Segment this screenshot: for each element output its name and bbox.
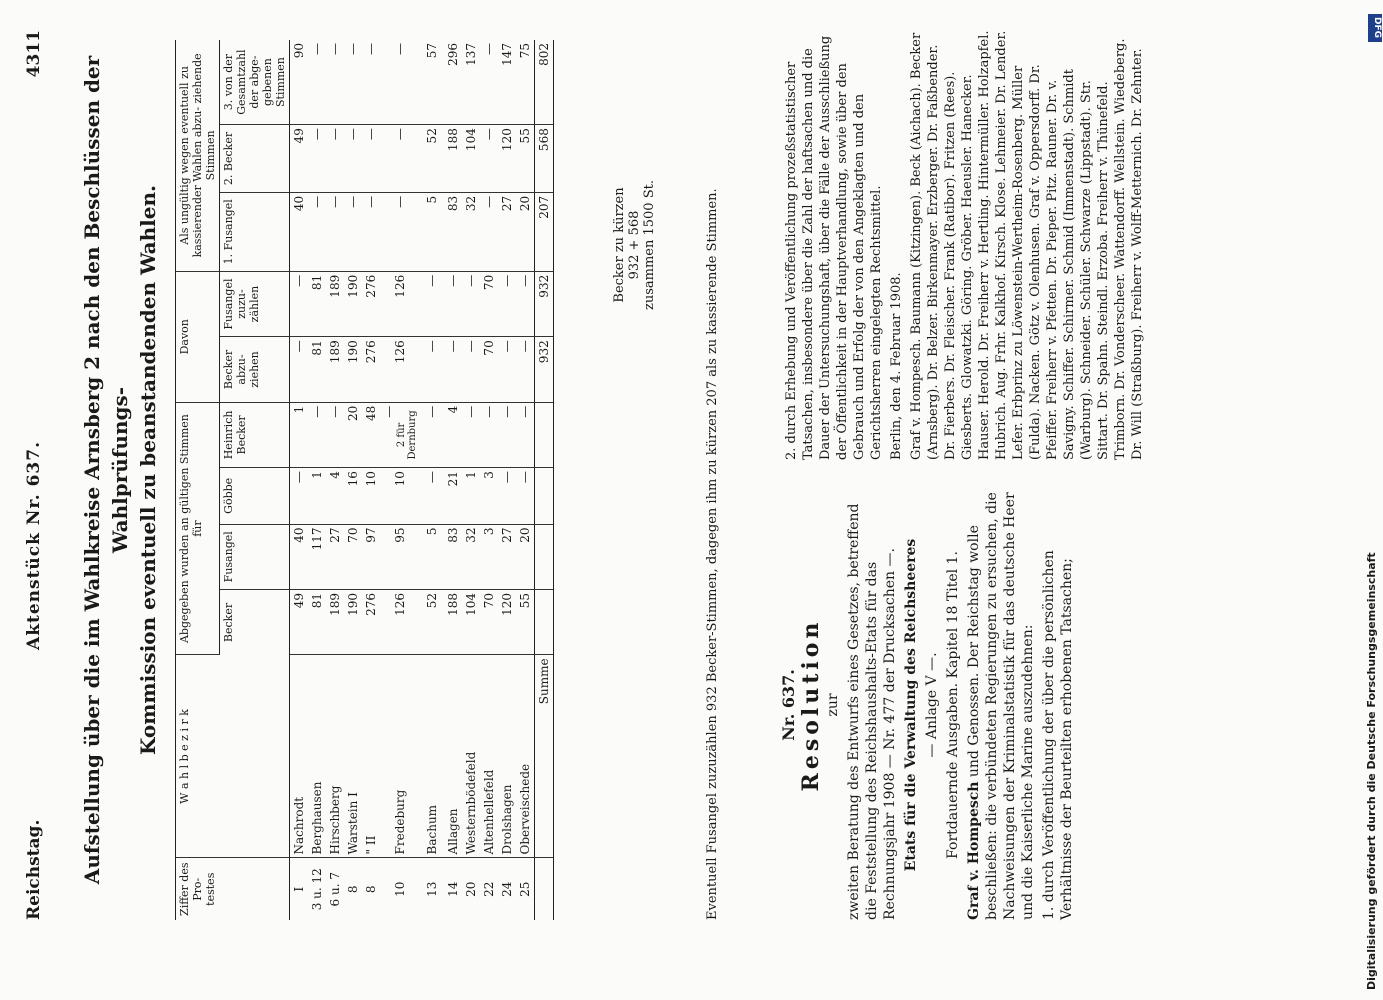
cell-u2: 120 xyxy=(498,125,516,193)
resolution-intro: zweiten Beratung des Entwurfs eines Gesetzes, betreffend die Feststellung des Reichshaushalts-Etats für das Rechnungsjahr 1908 — Nr. 477 der Drucksachen —. xyxy=(846,503,898,920)
cell-becker: 55 xyxy=(516,590,535,655)
cell-nr: 6 u. 7 xyxy=(328,872,342,907)
cell-u1: — xyxy=(308,192,326,271)
cell-becker: 189 xyxy=(326,590,344,655)
cell-nr: 8 xyxy=(346,885,360,894)
cell-u3: 75 xyxy=(516,40,535,125)
resolution-signers: Graf v. Hompesch. Baumann (Kitzingen). Beck (Aichach). Becker (Arnsberg). Dr. Belzer. Birkenmayer. Erzberger. Dr. Faßbender. Dr. Fierbers. Dr. Fleischer. Frank (Ratibor). Fritzen (Rees). Giesberts. Glowatzki. Göring. Gröber. Haeusler. Hanecker. Hauser. Herold. Dr. Freiherr v. Hertling. Hintermüller. Holzapfel. Hubrich. Aug. Frhr. Kalkhof. Kirsch. Klose. Lehmeier. Dr. Lender. Lefer. Erbprinz zu Löwenstein-Wertheim-Rosenberg. Müller (Fulda). Nacken. Götz v. Olenhusen. Graf v. Oppersdorff. Dr. Pfeiffer. Freiherr v. Pfetten. Dr. Pieper. Pitz. Rauner. Dr. v. Savigny. Schiffer. Schirmer. Schmid (Immenstadt). Schmidt (Warburg). Schneider. Schüler. Schwarze (Lippstadt). Str. Sittart. Dr. Spahn. Steindl. Erzoba. Freiherr v. Thünefeld. Trimborn. Dr. Vonderscheer. Wattendorff. Wellstein. Wiedeberg. Dr. Will (Straßburg). Freiherr v. Wolff-Metternich. Dr. Zehnter. xyxy=(909,30,1145,460)
cell-becker: 126 xyxy=(380,590,420,655)
cell-u1: — xyxy=(344,192,362,271)
cell-ab: — xyxy=(444,337,462,402)
cell-ab: — xyxy=(516,337,535,402)
cell-nr: 22 xyxy=(482,881,496,897)
dfg-logo: DFG xyxy=(1368,14,1382,42)
table-row xyxy=(498,40,516,920)
sum-empty xyxy=(535,402,554,467)
sum-zu: 932 xyxy=(535,271,554,337)
cell-goebbe: 1 xyxy=(462,468,480,524)
cell-becker: 120 xyxy=(498,590,516,655)
cell-nr: 25 xyxy=(518,881,532,897)
cell-u3: — xyxy=(326,40,344,125)
resolution-body xyxy=(965,490,1037,920)
table-row xyxy=(308,40,326,920)
page-number: 4311 xyxy=(24,30,44,78)
cell-goebbe: 1 xyxy=(308,468,326,524)
cell-u1: 20 xyxy=(516,192,535,271)
cell-fusangel: 27 xyxy=(326,524,344,590)
sum-u2: 568 xyxy=(535,125,554,193)
resolution-item-2: 2. durch Erhebung und Veröffentlichung prozeßstatistischer Tatsachen, insbesondere über die Zahl der haftsachen und die Dauer der Untersuchungshaft, über die Fälle der Ausschließung der Öffentlichkeit in der Hauptverhandlung, sowie über den Gebrauch und Erfolg der von den Angeklagten und den Gerichtsherren eingelegten Rechtsmittel. xyxy=(784,35,884,460)
cell-u3: — xyxy=(344,40,362,125)
cell-ab: 276 xyxy=(362,337,380,402)
cell-goebbe: 21 xyxy=(444,468,462,524)
cell-zu: 276 xyxy=(362,271,380,337)
cell-u2: 49 xyxy=(290,125,309,193)
table-row xyxy=(420,40,444,920)
cell-fusangel: 95 xyxy=(380,524,420,590)
cell-fusangel: 117 xyxy=(308,524,326,590)
sum-empty xyxy=(535,524,554,590)
sum-u1: 207 xyxy=(535,192,554,271)
sum-empty xyxy=(535,858,554,920)
cell-heinrich: 4 xyxy=(444,402,462,467)
cell-heinrich: 20 xyxy=(344,402,362,467)
col-fusangel-zu: Fusangel zuzu- zählen xyxy=(220,271,290,337)
cell-u3: 90 xyxy=(290,40,309,125)
cell-name: Allagen xyxy=(444,655,462,858)
cell-name: Berghausen xyxy=(308,655,326,858)
cell-heinrich: — xyxy=(498,402,516,467)
resolution-item-1: 1. durch Veröffentlichung der über die persönlichen Verhältnisse der Beurteilten erhobenen Tatsachen; xyxy=(1041,550,1075,920)
cell-becker: 52 xyxy=(420,590,444,655)
resolution-title: Resolution xyxy=(798,618,824,792)
cell-fusangel: 83 xyxy=(444,524,462,590)
cell-heinrich: — xyxy=(326,402,344,467)
cell-u3: 57 xyxy=(420,40,444,125)
cell-ab: — xyxy=(498,337,516,402)
cell-ab: 190 xyxy=(344,337,362,402)
cell-ab: 81 xyxy=(308,337,326,402)
footnote: Eventuell Fusangel zuzuzählen 932 Becker-Stimmen, dagegen ihm zu kürzen 207 als zu kassierende Stimmen. xyxy=(705,188,720,920)
cell-u2: 55 xyxy=(516,125,535,193)
cell-nr: I xyxy=(292,886,306,892)
cell-nr: 13 xyxy=(425,881,439,897)
col-u2: 2. Becker xyxy=(220,125,290,193)
cell-name: Oberveischede xyxy=(516,655,535,858)
cell-zu: 70 xyxy=(480,271,498,337)
cell-u3: 296 xyxy=(444,40,462,125)
resolution-number: Nr. 637. xyxy=(779,669,798,741)
table-row xyxy=(516,40,535,920)
cell-heinrich: — 2 für Dernburg xyxy=(380,402,420,467)
cell-fusangel: 70 xyxy=(344,524,362,590)
table-row xyxy=(344,40,362,920)
cell-goebbe: — xyxy=(516,468,535,524)
cell-nr: 14 xyxy=(446,881,460,897)
col-goebbe: Göbbe xyxy=(220,468,290,524)
resolution-zur: zur xyxy=(825,693,841,717)
table-row xyxy=(290,40,309,920)
cell-name: Warstein I xyxy=(344,655,362,858)
cell-zu: — xyxy=(420,271,444,337)
col-fusangel: Fusangel xyxy=(220,524,290,590)
cell-zu: 126 xyxy=(380,271,420,337)
resolution-left-column xyxy=(780,490,1079,920)
table-row xyxy=(480,40,498,920)
sum-u3: 802 xyxy=(535,40,554,125)
resolution-date: Berlin, den 4. Februar 1908. xyxy=(889,272,904,460)
cell-ab: 70 xyxy=(480,337,498,402)
cell-u2: — xyxy=(480,125,498,193)
resolution-body-text: und Genossen. Der Reichstag wolle beschließen: die verbündeten Regierungen zu ersuchen, die Nachweisungen der Kriminalstatistik für das deutsche Heer und die Kaiserliche Marine auszudehnen: xyxy=(966,492,1036,920)
cell-name: Hirschberg xyxy=(326,655,344,858)
cell-nr: 10 xyxy=(393,881,407,897)
cell-u1: 5 xyxy=(420,192,444,271)
calc-line-1: Becker zu kürzen xyxy=(612,187,627,303)
cell-fusangel: 97 xyxy=(362,524,380,590)
cell-nr: 24 xyxy=(500,881,514,897)
cell-nr: 8 xyxy=(364,885,378,894)
funding-text: Digitalisierung gefördert durch die Deutsche Forschungsgemeinschaft xyxy=(1365,552,1378,990)
cell-nr: 3 u. 12 xyxy=(310,868,324,911)
cell-u1: — xyxy=(480,192,498,271)
cell-becker: 188 xyxy=(444,590,462,655)
sum-row xyxy=(535,40,554,920)
cell-u3: — xyxy=(480,40,498,125)
resolution-right-column xyxy=(780,30,1149,460)
col-heinrich: Heinrich Becker xyxy=(220,402,290,467)
cell-u2: 104 xyxy=(462,125,480,193)
cell-name: Nachrodt xyxy=(290,655,309,858)
sum-empty xyxy=(535,468,554,524)
cell-fusangel: 5 xyxy=(420,524,444,590)
kuerzung-calculation xyxy=(612,180,657,310)
cell-u1: 83 xyxy=(444,192,462,271)
cell-heinrich: 1 xyxy=(290,402,309,467)
col-ungueltig: Als ungültig wegen eventuell zu kassierender Wahlen abzu- ziehende Stimmen xyxy=(176,40,220,271)
cell-u1: 40 xyxy=(290,192,309,271)
cell-u3: 147 xyxy=(498,40,516,125)
table-row xyxy=(380,40,420,920)
col-u1: 1. Fusangel xyxy=(220,192,290,271)
header-left: Reichstag. xyxy=(24,819,44,920)
cell-ab: — xyxy=(420,337,444,402)
col-becker: Becker xyxy=(220,590,290,655)
cell-zu: — xyxy=(462,271,480,337)
cell-fusangel: 20 xyxy=(516,524,535,590)
title-line-2: Kommission eventuell zu beanstandenden Wahlen. xyxy=(136,184,160,756)
cell-goebbe: 4 xyxy=(326,468,344,524)
title-line-1: Aufstellung über die im Wahlkreise Arnsberg 2 nach den Beschlüssen der Wahlprüfungs- xyxy=(80,55,132,885)
cell-u2: — xyxy=(380,125,420,193)
cell-goebbe: — xyxy=(498,468,516,524)
cell-u3: — xyxy=(308,40,326,125)
table-row xyxy=(462,40,480,920)
cell-u1: 27 xyxy=(498,192,516,271)
cell-heinrich: — xyxy=(462,402,480,467)
dernburg-note: 2 für Dernburg xyxy=(396,410,418,460)
header-center: Aktenstück Nr. 637. xyxy=(24,440,44,650)
cell-becker: 276 xyxy=(362,590,380,655)
cell-heinrich: 48 xyxy=(362,402,380,467)
cell-ab: — xyxy=(462,337,480,402)
cell-u1: — xyxy=(326,192,344,271)
resolution-etat: Etats für die Verwaltung des Reichsheeres xyxy=(903,538,919,872)
cell-nr: 20 xyxy=(464,881,478,897)
cell-ab: — xyxy=(290,337,309,402)
cell-ab: 189 xyxy=(326,337,344,402)
cell-becker: 104 xyxy=(462,590,480,655)
cell-heinrich: — xyxy=(516,402,535,467)
cell-name: Drolshagen xyxy=(498,655,516,858)
cell-name: " II xyxy=(362,655,380,858)
cell-ab: 126 xyxy=(380,337,420,402)
cell-goebbe: — xyxy=(420,468,444,524)
cell-name: Altenhellefeld xyxy=(480,655,498,858)
election-table xyxy=(175,40,554,920)
col-davon: Davon xyxy=(176,271,220,402)
cell-zu: 190 xyxy=(344,271,362,337)
resolution-graf: Graf v. Hompesch xyxy=(966,781,982,920)
cell-u3: — xyxy=(380,40,420,125)
cell-u1: — xyxy=(362,192,380,271)
resolution-fortdauernd: Fortdauernde Ausgaben. Kapitel 18 Titel 1. xyxy=(945,551,961,859)
resolution-anlage: — Anlage V —. xyxy=(924,652,940,758)
cell-u2: 188 xyxy=(444,125,462,193)
cell-fusangel: 40 xyxy=(290,524,309,590)
cell-goebbe: 3 xyxy=(480,468,498,524)
sum-label: Summe xyxy=(535,655,554,858)
document-title xyxy=(78,20,162,920)
sum-ab: 932 xyxy=(535,337,554,402)
cell-name: Bachum xyxy=(420,655,444,858)
cell-becker: 49 xyxy=(290,590,309,655)
col-u3: 3. von der Gesamtzahl der abge- gebenen Stimmen xyxy=(220,40,290,125)
col-ziffer: Ziffer des Pro- testes xyxy=(176,858,290,920)
table-row xyxy=(362,40,380,920)
cell-goebbe: — xyxy=(290,468,309,524)
table-body xyxy=(290,40,554,920)
cell-u3: — xyxy=(362,40,380,125)
cell-heinrich: — xyxy=(480,402,498,467)
cell-zu: — xyxy=(444,271,462,337)
cell-zu: — xyxy=(290,271,309,337)
cell-zu: — xyxy=(516,271,535,337)
cell-zu: — xyxy=(498,271,516,337)
cell-fusangel: 32 xyxy=(462,524,480,590)
cell-u2: — xyxy=(326,125,344,193)
cell-goebbe: 10 xyxy=(380,468,420,524)
cell-name: Fredeburg xyxy=(380,655,420,858)
cell-heinrich: — xyxy=(420,402,444,467)
cell-u2: — xyxy=(344,125,362,193)
funding-sidebar xyxy=(1362,10,1382,1000)
table-row xyxy=(326,40,344,920)
calc-line-2: 932 + 568 xyxy=(627,210,642,280)
table-row xyxy=(444,40,462,920)
cell-u1: — xyxy=(380,192,420,271)
cell-goebbe: 16 xyxy=(344,468,362,524)
cell-becker: 70 xyxy=(480,590,498,655)
cell-zu: 189 xyxy=(326,271,344,337)
cell-zu: 81 xyxy=(308,271,326,337)
col-bezirk: W a h l b e z i r k xyxy=(176,655,290,858)
sum-empty xyxy=(535,590,554,655)
cell-fusangel: 27 xyxy=(498,524,516,590)
col-gueltig: Abgegeben wurden an gültigen Stimmen für xyxy=(176,402,220,655)
cell-becker: 81 xyxy=(308,590,326,655)
cell-fusangel: 3 xyxy=(480,524,498,590)
cell-u2: — xyxy=(362,125,380,193)
cell-u2: — xyxy=(308,125,326,193)
cell-u1: 32 xyxy=(462,192,480,271)
col-becker-ab: Becker abzu- ziehen xyxy=(220,337,290,402)
cell-name: Westernbödefeld xyxy=(462,655,480,858)
cell-heinrich: — xyxy=(308,402,326,467)
page-header xyxy=(18,30,52,920)
cell-becker: 190 xyxy=(344,590,362,655)
cell-goebbe: 10 xyxy=(362,468,380,524)
cell-u2: 52 xyxy=(420,125,444,193)
cell-u3: 137 xyxy=(462,40,480,125)
calc-line-3: zusammen 1500 St. xyxy=(642,180,657,310)
